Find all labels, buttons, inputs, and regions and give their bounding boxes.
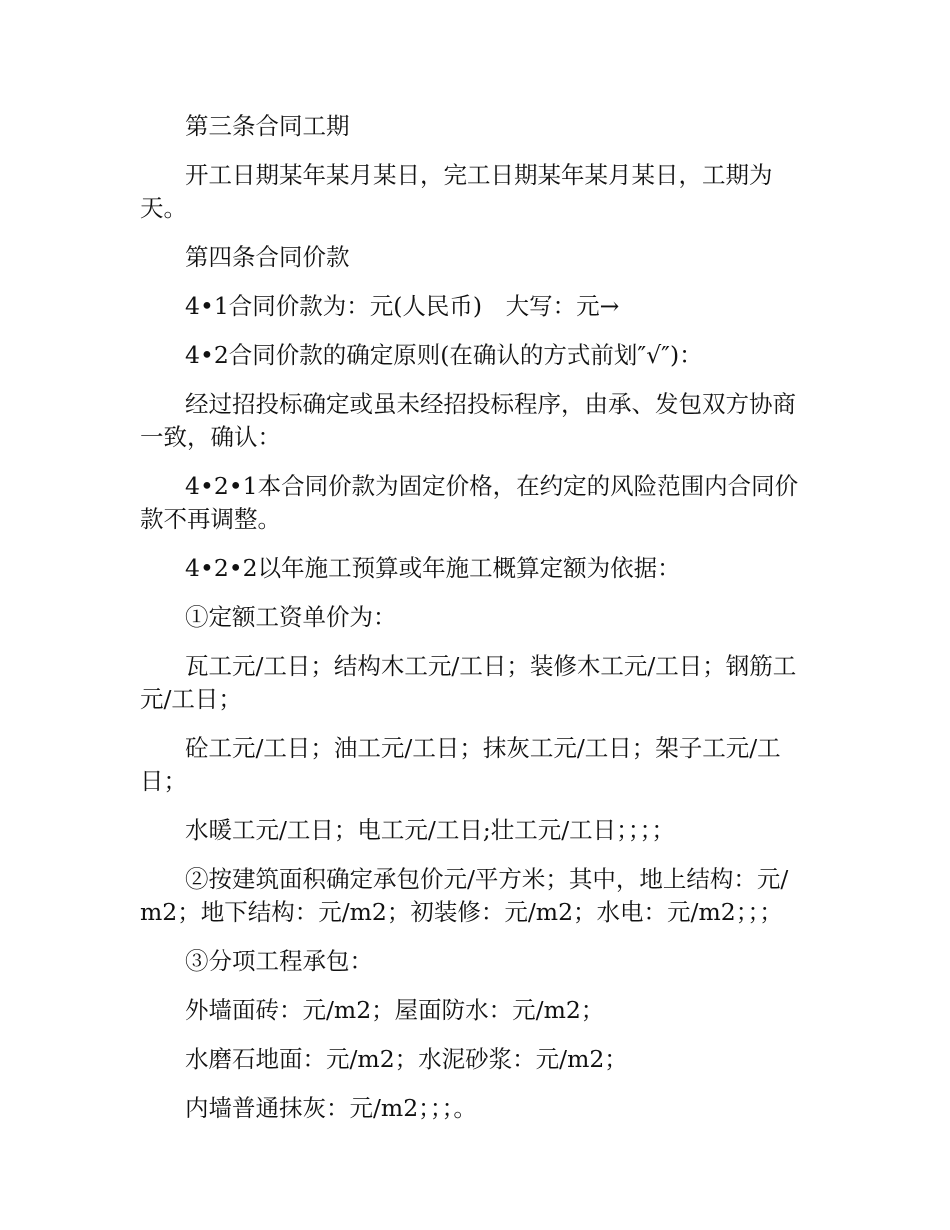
paragraph-tiles: 外墙面砖：元/m2；屋面防水：元/m2；	[185, 996, 605, 1024]
paragraph-plaster: 内墙普通抹灰：元/m2；；；。	[185, 1094, 477, 1122]
paragraph-floor: 水磨石地面：元/m2；水泥砂浆：元/m2；	[185, 1045, 628, 1073]
paragraph-4-2-1: 4•2•1本合同价款为固定价格，在约定的风险范围内合同价款不再调整。	[140, 472, 799, 533]
paragraph-wages-3: 水暖工元/工日；电工元/工日;壮工元/工日；；；；	[185, 816, 675, 844]
list-item-2: ②按建筑面积确定承包价元/平方米；其中，地上结构：元/m2；地下结构：元/m2；初装修：元/m2；水电：元/m2；；；	[140, 865, 789, 926]
paragraph-wages-1: 瓦工元/工日；结构木工元/工日；装修木工元/工日；钢筋工元/工日；	[140, 652, 797, 713]
paragraph-schedule: 开工日期某年某月某日，完工日期某年某月某日，工期为天。	[140, 161, 773, 222]
list-item-1: ①定额工资单价为：	[185, 603, 397, 631]
paragraph-4-2-2: 4•2•2以年施工预算或年施工概算定额为依据：	[185, 554, 681, 582]
paragraph-wages-2: 砼工元/工日；油工元/工日；抹灰工元/工日；架子工元/工日；	[140, 734, 781, 795]
paragraph-4-2: 4•2合同价款的确定原则(在确认的方式前划″√″)：	[185, 341, 703, 369]
paragraph-4-1: 4•1合同价款为：元(人民币) 大写：元→	[185, 292, 620, 320]
paragraph-bidding: 经过招投标确定或虽未经招投标程序，由承、发包双方协商一致，确认：	[140, 390, 796, 451]
list-item-3: ③分项工程承包：	[185, 947, 373, 975]
document-body	[140, 110, 810, 1141]
section-heading-term: 第三条合同工期	[185, 112, 350, 140]
section-heading-price: 第四条合同价款	[185, 243, 350, 271]
